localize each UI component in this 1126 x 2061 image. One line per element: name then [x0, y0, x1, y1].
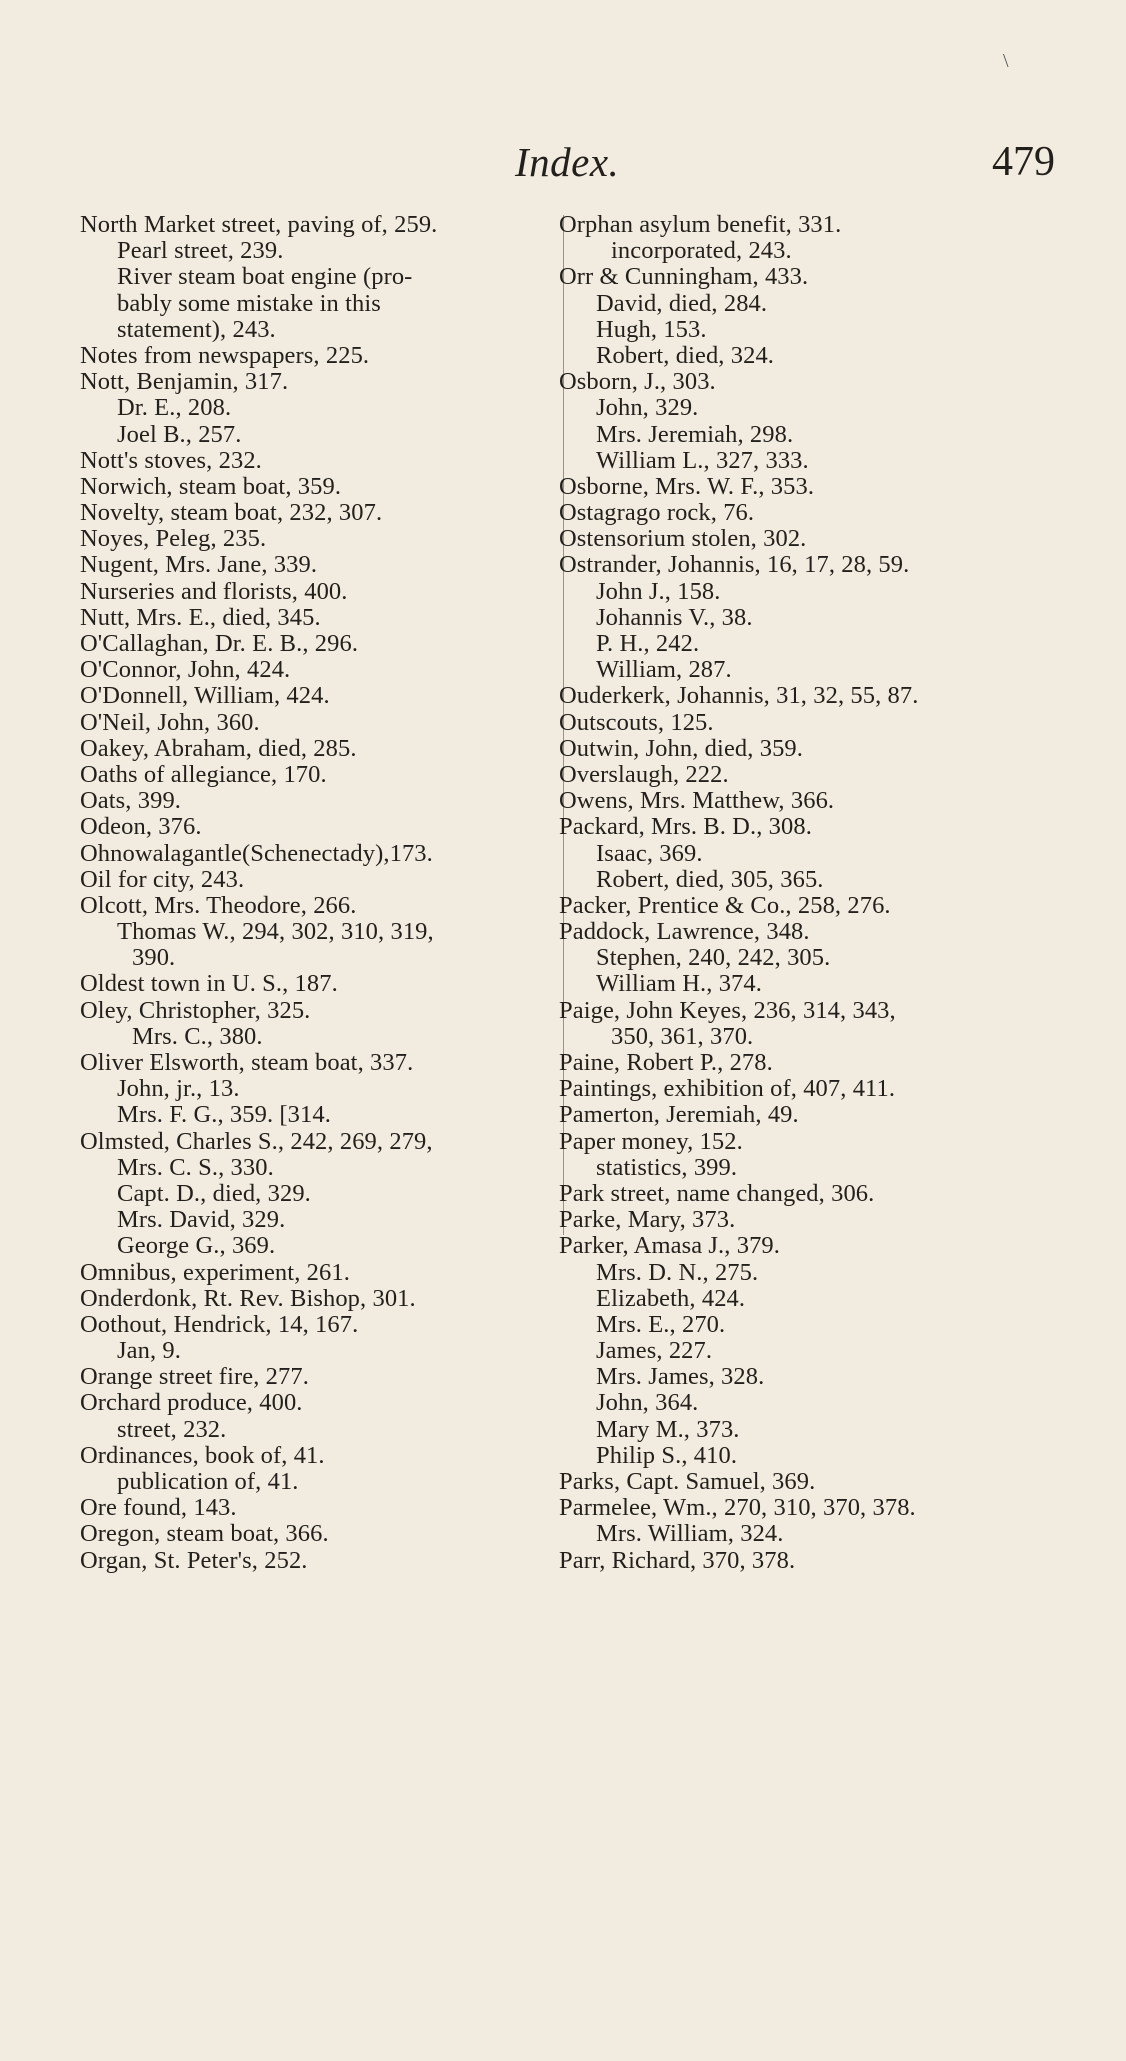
index-entry: O'Donnell, William, 424. [80, 682, 330, 710]
index-entry: Ostrander, Johannis, 16, 17, 28, 59. [559, 551, 910, 579]
index-entry: Hugh, 153. [596, 315, 707, 343]
index-entry: Paige, John Keyes, 236, 314, 343, [559, 996, 896, 1024]
index-entry: Oley, Christopher, 325. [80, 996, 311, 1024]
index-entry: Johannis V., 38. [596, 603, 753, 631]
index-entry: O'Neil, John, 360. [80, 708, 260, 736]
index-entry: P. H., 242. [596, 630, 700, 657]
index-entry: North Market street, paving of, 259. [80, 211, 438, 238]
index-entry: Mrs. C., 380. [132, 1022, 263, 1050]
index-entry: Oliver Elsworth, steam boat, 337. [80, 1049, 414, 1076]
index-entry: Oothout, Hendrick, 14, 167. [80, 1310, 359, 1338]
index-entry: Dr. E., 208. [117, 394, 232, 422]
index-entry: Nugent, Mrs. Jane, 339. [80, 551, 318, 579]
index-entry: George G., 369. [117, 1232, 276, 1260]
index-entry: Mrs. D. N., 275. [596, 1258, 759, 1286]
index-entry: street, 232. [117, 1415, 227, 1443]
index-entry: 350, 361, 370. [611, 1022, 754, 1050]
index-entry: John, 329. [596, 394, 699, 422]
index-entry: William L., 327, 333. [596, 446, 809, 474]
index-entry: Jan, 9. [117, 1337, 181, 1365]
index-entry: Stephen, 240, 242, 305. [596, 944, 831, 972]
index-entry: Mrs. William, 324. [596, 1520, 784, 1548]
index-entry: Mrs. F. G., 359. [314. [117, 1101, 331, 1129]
index-entry: Orchard produce, 400. [80, 1389, 303, 1417]
index-entry: Robert, died, 324. [596, 341, 775, 369]
index-entry: Pearl street, 239. [117, 237, 284, 265]
index-entry: Oldest town in U. S., 187. [80, 970, 338, 998]
index-entry: Oaths of allegiance, 170. [80, 760, 327, 788]
index-entry: James, 227. [596, 1337, 713, 1365]
index-entry: Olcott, Mrs. Theodore, 266. [80, 891, 357, 919]
index-entry: Owens, Mrs. Matthew, 366. [559, 787, 835, 815]
index-entry: Oats, 399. [80, 787, 182, 815]
index-entry: Ouderkerk, Johannis, 31, 32, 55, 87. [559, 682, 919, 710]
index-entry: bably some mistake in this [117, 289, 381, 317]
index-entry: Mrs. David, 329. [117, 1206, 286, 1234]
index-entry: Parker, Amasa J., 379. [559, 1232, 781, 1260]
index-entry: Paine, Robert P., 278. [559, 1049, 773, 1076]
index-entry: Parmelee, Wm., 270, 310, 370, 378. [559, 1494, 916, 1522]
index-entry: Capt. D., died, 329. [117, 1179, 311, 1207]
index-entry: Overslaugh, 222. [559, 760, 729, 788]
index-entry: incorporated, 243. [611, 237, 792, 265]
index-entry: Paper money, 152. [559, 1127, 743, 1155]
index-entry: Noyes, Peleg, 235. [80, 525, 267, 553]
index-entry: David, died, 284. [596, 289, 768, 317]
index-entry: Joel B., 257. [117, 420, 242, 448]
index-entry: Elizabeth, 424. [596, 1284, 746, 1312]
index-entry: John, 364. [596, 1389, 699, 1417]
index-entry: Mrs. C. S., 330. [117, 1153, 274, 1181]
index-entry: Odeon, 376. [80, 813, 202, 841]
index-entry: Onderdonk, Rt. Rev. Bishop, 301. [80, 1284, 416, 1312]
index-entry: Ostagrago rock, 76. [559, 499, 755, 527]
index-entry: Orange street fire, 277. [80, 1363, 309, 1391]
index-entry: William, 287. [596, 656, 732, 684]
index-entry: Omnibus, experiment, 261. [80, 1258, 350, 1286]
index-entry: Isaac, 369. [596, 839, 703, 867]
index-entry: Mrs. James, 328. [596, 1363, 765, 1391]
index-entry: Norwich, steam boat, 359. [80, 472, 342, 500]
index-entry: River steam boat engine (pro- [117, 263, 413, 291]
index-entry: Paddock, Lawrence, 348. [559, 918, 810, 946]
index-entry: Organ, St. Peter's, 252. [80, 1546, 308, 1574]
index-entry: Packard, Mrs. B. D., 308. [559, 813, 812, 841]
index-entry: Parke, Mary, 373. [559, 1206, 736, 1234]
index-entry: Mrs. E., 270. [596, 1310, 726, 1338]
index-entry: Osborn, J., 303. [559, 368, 716, 396]
index-entry: statement), 243. [117, 315, 276, 343]
index-entry: Parr, Richard, 370, 378. [559, 1546, 796, 1574]
index-entry: O'Connor, John, 424. [80, 656, 291, 684]
index-entry: statistics, 399. [596, 1153, 738, 1181]
index-entry: Robert, died, 305, 365. [596, 865, 824, 893]
index-entry: William H., 374. [596, 970, 762, 998]
index-entry: Nott's stoves, 232. [80, 446, 262, 474]
index-entry: Park street, name changed, 306. [559, 1179, 875, 1207]
index-column-left [80, 212, 565, 1574]
index-column-right [559, 212, 1089, 1574]
index-entry: O'Callaghan, Dr. E. B., 296. [80, 630, 359, 657]
index-entry: Mrs. Jeremiah, 298. [596, 420, 794, 448]
corner-mark: \ [1003, 50, 1009, 72]
index-entry: Nutt, Mrs. E., died, 345. [80, 603, 321, 631]
index-entry: Ohnowalagantle(Schenectady),173. [80, 839, 433, 867]
index-entry: Orr & Cunningham, 433. [559, 263, 809, 291]
index-entry: Packer, Prentice & Co., 258, 276. [559, 891, 891, 919]
index-entry: John J., 158. [596, 577, 721, 605]
index-entry: Novelty, steam boat, 232, 307. [80, 499, 383, 527]
index-entry: Oakey, Abraham, died, 285. [80, 734, 357, 762]
index-entry: Osborne, Mrs. W. F., 353. [559, 472, 815, 500]
index-entry: Orphan asylum benefit, 331. [559, 211, 842, 238]
index-entry: Nurseries and florists, 400. [80, 577, 348, 605]
page-number: 479 [992, 139, 1055, 185]
index-entry: Outscouts, 125. [559, 708, 714, 736]
index-entry: Nott, Benjamin, 317. [80, 368, 289, 396]
index-entry: Outwin, John, died, 359. [559, 734, 803, 762]
index-entry: Olmsted, Charles S., 242, 269, 279, [80, 1127, 433, 1155]
index-entry: publication of, 41. [117, 1468, 299, 1495]
index-entry: Oil for city, 243. [80, 865, 245, 893]
index-entry: Mary M., 373. [596, 1415, 740, 1443]
running-title: Index. [515, 139, 620, 185]
index-entry: John, jr., 13. [117, 1075, 240, 1103]
index-entry: Philip S., 410. [596, 1441, 738, 1469]
index-entry: Notes from newspapers, 225. [80, 341, 370, 369]
index-entry: Paintings, exhibition of, 407, 411. [559, 1075, 896, 1103]
index-entry: Parks, Capt. Samuel, 369. [559, 1468, 816, 1495]
page-header [0, 138, 1126, 188]
index-entry: Ostensorium stolen, 302. [559, 525, 807, 553]
index-entry: Ore found, 143. [80, 1494, 237, 1522]
index-entry: 390. [132, 944, 176, 972]
index-entry: Pamerton, Jeremiah, 49. [559, 1101, 799, 1129]
index-entry: Thomas W., 294, 302, 310, 319, [117, 918, 434, 946]
index-entry: Ordinances, book of, 41. [80, 1441, 325, 1469]
index-entry: Oregon, steam boat, 366. [80, 1520, 329, 1548]
